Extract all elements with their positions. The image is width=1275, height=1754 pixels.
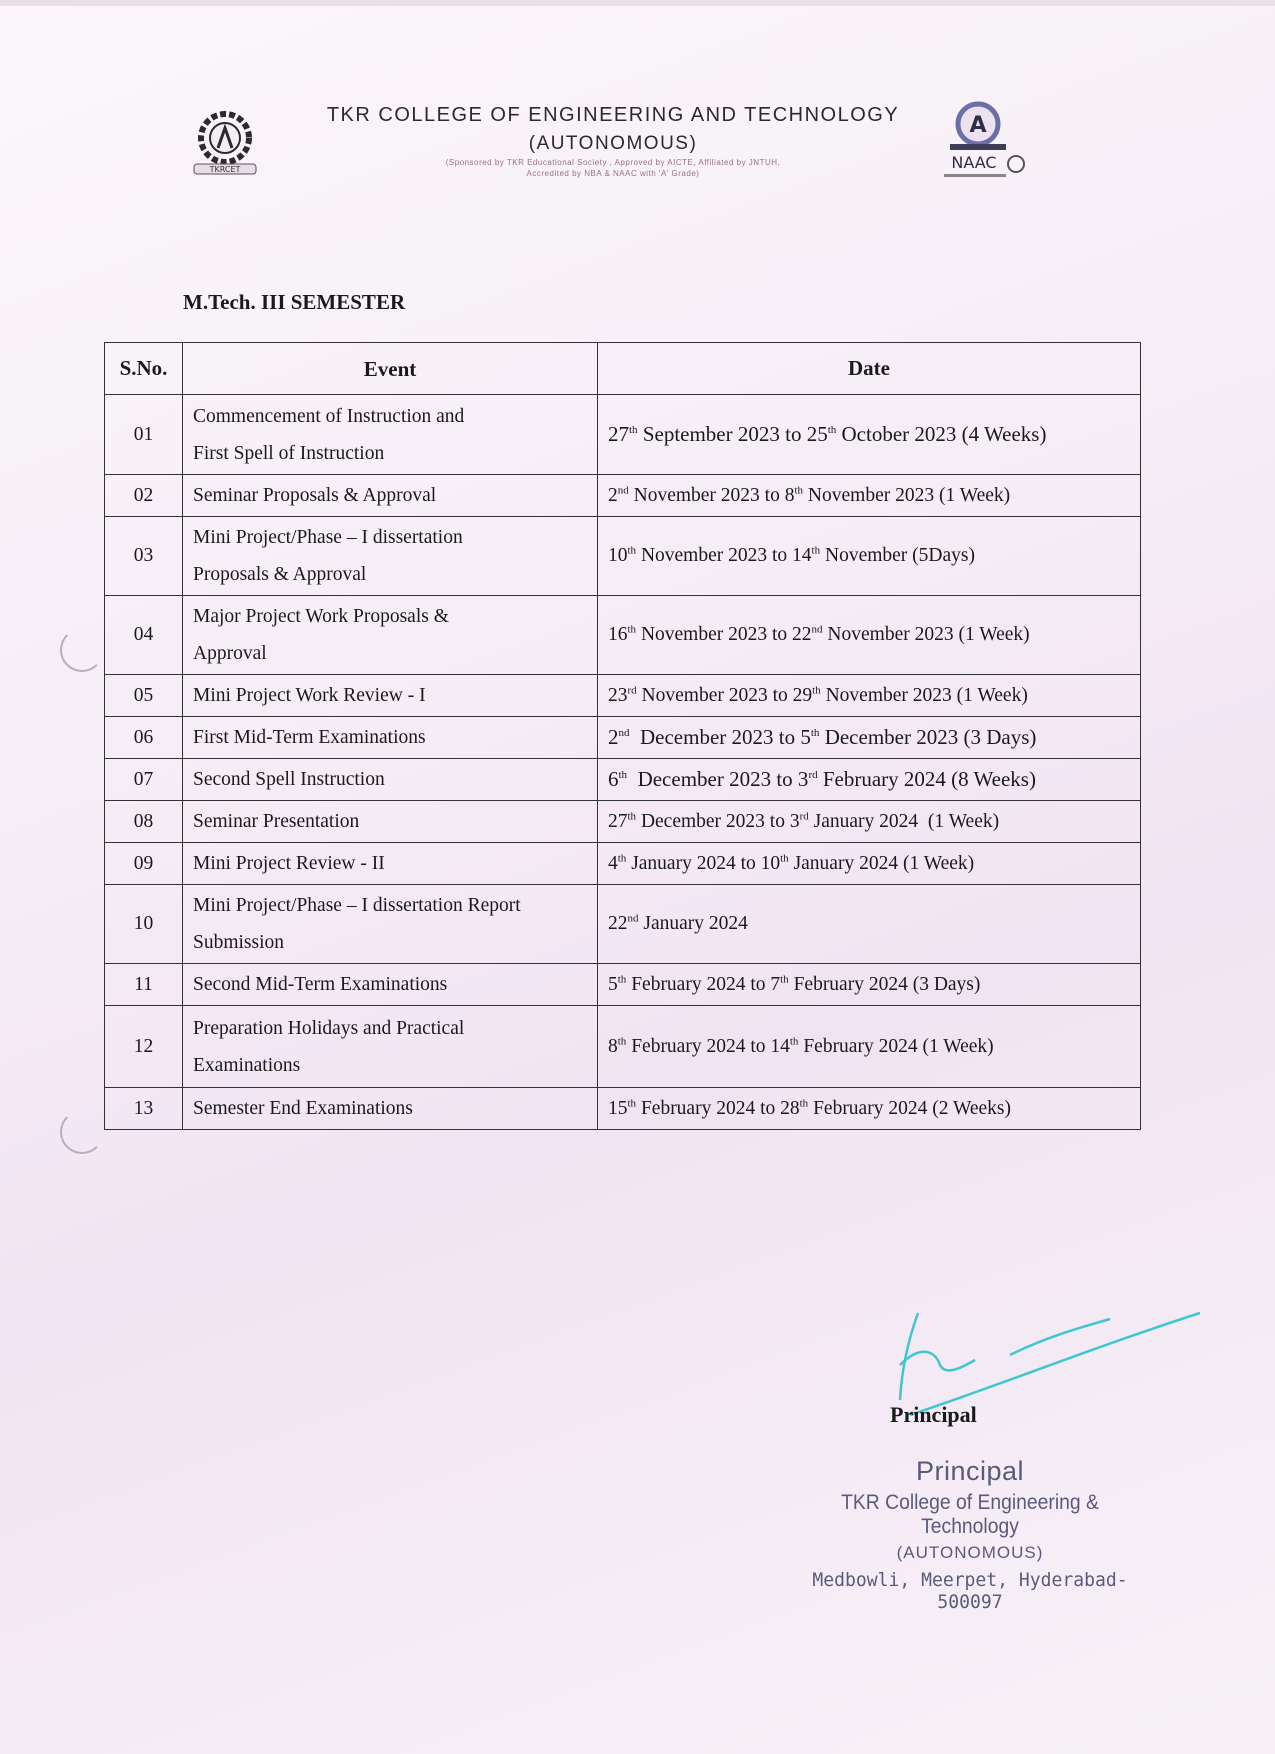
stamp-address: Medbowli, Meerpet, Hyderabad- 500097	[812, 1569, 1128, 1613]
date-ordinal-suffix: th	[827, 424, 837, 436]
date-text: October 2023 (4 Weeks)	[836, 422, 1047, 446]
event-line: Mini Project/Phase – I dissertation	[193, 527, 463, 548]
cell-sno: 11	[105, 964, 183, 1006]
stamp-autonomous: (AUTONOMOUS)	[896, 1543, 1044, 1562]
date-ordinal-suffix: nd	[618, 727, 630, 739]
table-row	[105, 717, 1141, 759]
naac-logo-icon	[930, 100, 1030, 190]
event-line: Major Project Work Proposals &	[193, 606, 449, 627]
college-autonomous: (AUTONOMOUS)	[528, 133, 698, 154]
date-text: November 2023 to 8	[628, 484, 795, 506]
table-row	[105, 675, 1141, 717]
cell-date	[598, 717, 1141, 759]
accreditation-line: Accredited by NBA & NAAC with 'A' Grade)	[526, 169, 700, 178]
cell-event	[183, 885, 598, 964]
date-ordinal-suffix: th	[780, 973, 789, 985]
event-line: Preparation Holidays and Practical	[193, 1017, 465, 1039]
event-line: Second Mid-Term Examinations	[193, 974, 448, 995]
cell-event	[183, 517, 598, 596]
cell-event	[183, 1088, 598, 1130]
date-ordinal-suffix: th	[811, 544, 821, 557]
date-text: January 2024 (1 Week)	[788, 852, 975, 874]
date-text: February 2024 to 7	[626, 973, 781, 995]
date-ordinal-suffix: rd	[799, 810, 809, 822]
emblem-text: TKRCET	[209, 165, 241, 174]
table-row	[105, 475, 1141, 517]
date-text: February 2024 to 28	[636, 1097, 800, 1119]
cell-date	[598, 1088, 1141, 1130]
cell-event	[183, 801, 598, 843]
event-line: Semester End Examinations	[193, 1098, 413, 1119]
cell-sno: 02	[105, 475, 183, 517]
date-text: December 2023 to 5	[629, 725, 811, 749]
date-text: November 2023 to 22	[636, 624, 812, 645]
stamp-title: Principal	[915, 1456, 1025, 1486]
date-ordinal-suffix: nd	[627, 912, 639, 925]
date-text: September 2023 to 25	[637, 422, 828, 446]
principal-stamp	[775, 1456, 1165, 1613]
cell-sno: 07	[105, 759, 183, 801]
event-line: Mini Project Review - II	[193, 853, 385, 874]
affiliation-line: (Sponsored by TKR Educational Society , Approved by AICTE, Affiliated by JNTUH,	[445, 158, 781, 167]
cell-sno: 01	[105, 395, 183, 475]
table-header-row	[105, 343, 1141, 395]
date-text: 27	[608, 810, 628, 832]
event-line: First Spell of Instruction	[193, 442, 385, 464]
page-top-edge	[0, 0, 1275, 6]
cell-event	[183, 596, 598, 675]
header-date: Date	[598, 343, 1141, 395]
date-ordinal-suffix: th	[617, 1035, 627, 1047]
cell-date	[598, 885, 1141, 964]
date-text: November 2023 (1 Week)	[820, 684, 1028, 706]
date-text: 5	[608, 973, 618, 995]
date-ordinal-suffix: th	[627, 1097, 637, 1109]
punch-hole-mark	[60, 628, 104, 672]
cell-sno: 13	[105, 1088, 183, 1130]
date-text: January 2024 (1 Week)	[808, 810, 1000, 832]
date-ordinal-suffix: th	[627, 623, 637, 636]
date-text: December 2023 (3 Days)	[819, 725, 1037, 749]
cell-event	[183, 475, 598, 517]
date-text: November 2023 (1 Week)	[822, 624, 1030, 645]
cell-sno: 06	[105, 717, 183, 759]
table-row	[105, 395, 1141, 475]
college-emblem-icon	[180, 104, 270, 188]
header-sno: S.No.	[105, 343, 183, 395]
event-line: Seminar Proposals & Approval	[193, 485, 437, 506]
table-row	[105, 759, 1141, 801]
event-line: Seminar Presentation	[193, 811, 360, 832]
date-ordinal-suffix: th	[810, 727, 820, 739]
cell-event	[183, 395, 598, 475]
date-ordinal-suffix: th	[617, 852, 627, 864]
date-text: January 2024	[638, 913, 748, 934]
cell-sno: 03	[105, 517, 183, 596]
date-ordinal-suffix: th	[617, 973, 627, 985]
header-event: Event	[183, 343, 598, 395]
cell-event	[183, 843, 598, 885]
cell-date	[598, 801, 1141, 843]
date-text: 4	[608, 852, 618, 874]
naac-text: NAAC	[951, 153, 997, 172]
cell-date	[598, 964, 1141, 1006]
date-ordinal-suffix: th	[794, 484, 804, 496]
cell-sno: 09	[105, 843, 183, 885]
table-row	[105, 1088, 1141, 1130]
date-ordinal-suffix: rd	[808, 769, 818, 781]
date-ordinal-suffix: nd	[811, 623, 823, 636]
event-line: Submission	[193, 932, 285, 953]
date-text: 10	[608, 545, 628, 566]
date-text: 15	[608, 1097, 628, 1119]
date-text: 8	[608, 1035, 618, 1057]
event-line: Examinations	[193, 1054, 301, 1076]
cell-event	[183, 964, 598, 1006]
date-text: 2	[608, 725, 619, 749]
cell-sno: 10	[105, 885, 183, 964]
date-text: November 2023 to 14	[636, 545, 812, 566]
cell-sno: 12	[105, 1006, 183, 1088]
cell-date	[598, 517, 1141, 596]
date-ordinal-suffix: th	[627, 810, 637, 822]
date-text: December 2023 to 3	[627, 767, 809, 791]
date-ordinal-suffix: th	[789, 1035, 799, 1047]
date-text: February 2024 to 14	[626, 1035, 790, 1057]
table-row	[105, 517, 1141, 596]
cell-date	[598, 759, 1141, 801]
table-body	[105, 395, 1141, 1130]
date-text: November (5Days)	[820, 545, 975, 566]
event-line: Mini Project/Phase – I dissertation Report	[193, 895, 521, 916]
date-ordinal-suffix: th	[627, 544, 637, 557]
cell-event	[183, 1006, 598, 1088]
event-line: Proposals & Approval	[193, 564, 367, 585]
date-text: November 2023 to 29	[636, 684, 813, 706]
date-ordinal-suffix: th	[780, 852, 789, 864]
punch-hole-mark	[60, 1110, 104, 1154]
college-name: TKR COLLEGE OF ENGINEERING AND TECHNOLOGY	[326, 104, 900, 126]
cell-date	[598, 596, 1141, 675]
date-text: 2	[608, 484, 618, 506]
cell-sno: 04	[105, 596, 183, 675]
date-ordinal-suffix: th	[812, 684, 821, 696]
event-line: First Mid-Term Examinations	[193, 727, 426, 748]
event-line: Mini Project Work Review - I	[193, 685, 426, 706]
cell-sno: 05	[105, 675, 183, 717]
cell-event	[183, 675, 598, 717]
table-row	[105, 801, 1141, 843]
date-text: December 2023 to 3	[636, 810, 800, 832]
table-row	[105, 596, 1141, 675]
cell-date	[598, 1006, 1141, 1088]
table-row	[105, 843, 1141, 885]
date-text: 23	[608, 684, 628, 706]
letterhead	[180, 100, 1030, 190]
date-text: January 2024 to 10	[626, 852, 781, 874]
date-text: 6	[608, 767, 619, 791]
event-line: Approval	[193, 643, 267, 664]
event-line: Commencement of Instruction and	[193, 405, 465, 427]
table-row	[105, 885, 1141, 964]
cell-event	[183, 717, 598, 759]
semester-title: M.Tech. III SEMESTER	[183, 290, 406, 314]
date-text: February 2024 (2 Weeks)	[808, 1097, 1011, 1119]
cell-event	[183, 759, 598, 801]
event-line: Second Spell Instruction	[193, 769, 385, 790]
academic-calendar-table	[104, 342, 1141, 1130]
cell-date	[598, 475, 1141, 517]
date-ordinal-suffix: th	[629, 424, 638, 436]
date-ordinal-suffix: rd	[627, 684, 637, 696]
date-ordinal-suffix: nd	[617, 484, 629, 496]
stamp-college: TKR College of Engineering & Technology	[841, 1491, 1099, 1538]
date-ordinal-suffix: th	[799, 1097, 809, 1109]
date-text: February 2024 (1 Week)	[798, 1035, 994, 1057]
signature-label: Principal	[890, 1402, 977, 1427]
date-ordinal-suffix: th	[618, 769, 628, 781]
cell-date	[598, 843, 1141, 885]
date-text: 16	[608, 624, 628, 645]
table-row	[105, 964, 1141, 1006]
table-row	[105, 1006, 1141, 1088]
date-text: November 2023 (1 Week)	[803, 484, 1011, 506]
date-text: February 2024 (8 Weeks)	[817, 767, 1036, 791]
naac-grade: A	[969, 113, 987, 138]
cell-sno: 08	[105, 801, 183, 843]
date-text: February 2024 (3 Days)	[788, 973, 981, 995]
date-text: 27	[608, 422, 629, 446]
date-text: 22	[608, 913, 628, 934]
cell-date	[598, 675, 1141, 717]
cell-date	[598, 395, 1141, 475]
